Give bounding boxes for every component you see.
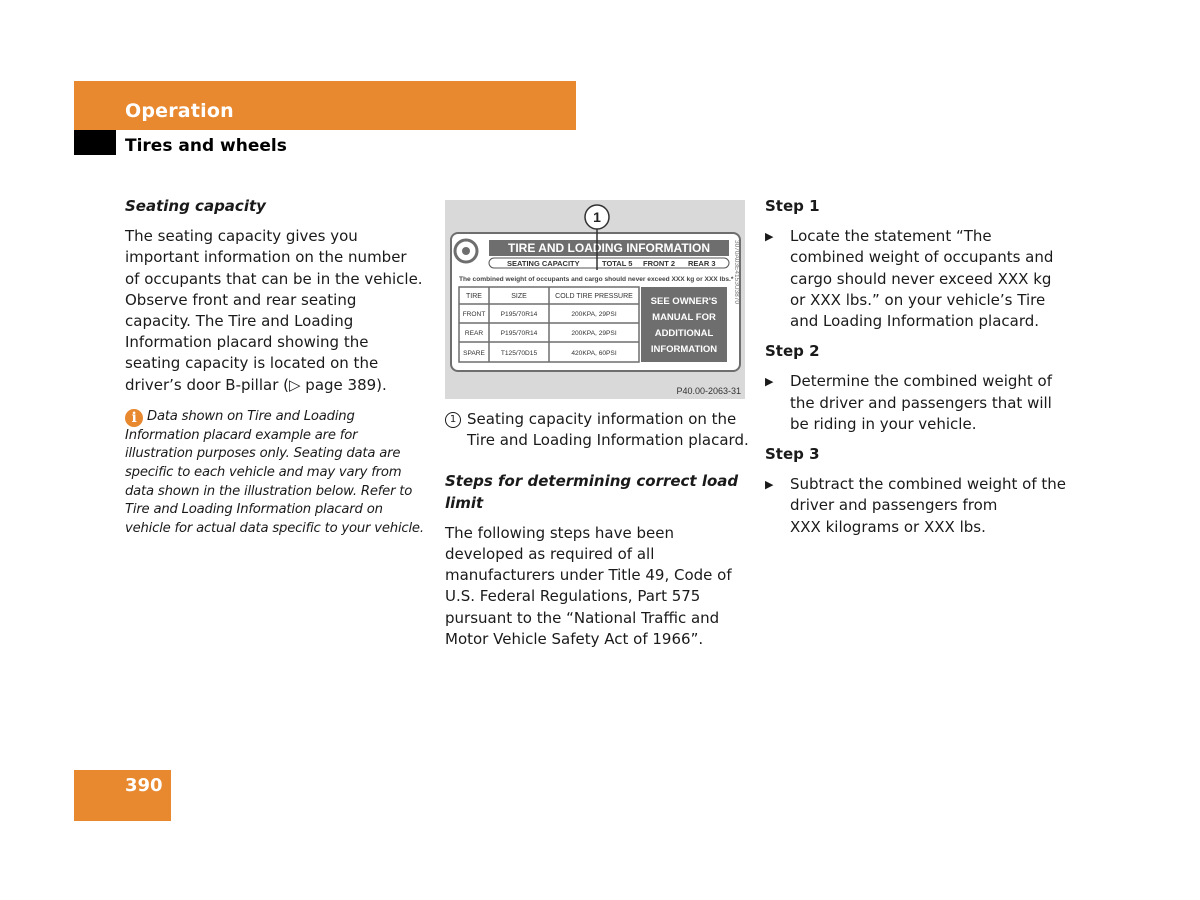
subsection-title: Tires and wheels bbox=[125, 136, 287, 156]
placard-illustration bbox=[445, 200, 745, 399]
placard-figure bbox=[445, 200, 745, 399]
table-header: TIRE bbox=[466, 293, 482, 300]
pressure-table bbox=[459, 287, 639, 362]
step-text: Determine the combined weight of the driver and passengers that will be riding in your vehicle. bbox=[790, 372, 1053, 433]
step-title: Step 2 bbox=[765, 342, 820, 361]
table-cell: FRONT bbox=[462, 311, 486, 318]
see-owner-line: SEE OWNER'S bbox=[650, 296, 718, 307]
seating-total: TOTAL 5 bbox=[602, 259, 633, 268]
step-item bbox=[765, 474, 1070, 538]
see-owner-line: ADDITIONAL bbox=[654, 328, 714, 339]
step-title: Step 1 bbox=[765, 197, 820, 215]
page-number: 390 bbox=[125, 775, 163, 796]
table-cell: 200KPA, 29PSI bbox=[571, 330, 617, 337]
section-title: Operation bbox=[125, 100, 234, 122]
placard-side-code: 3070A03E4153U3870 bbox=[733, 240, 740, 304]
table-cell: 420KPA, 60PSI bbox=[571, 350, 617, 357]
column-middle bbox=[445, 200, 750, 660]
load-limit-heading: Steps for determining correct load limit bbox=[445, 472, 739, 512]
load-limit-paragraph: The following steps have been developed as required of all manufacturers under Title 49, Code of U.S. Federal Regulations, Part 575 pursuant to the “National Traffic and Motor Vehicle Safety Act of 1966”. bbox=[445, 523, 732, 648]
tire-hub bbox=[462, 247, 470, 255]
table-cell: 200KPA, 29PSI bbox=[571, 311, 617, 318]
placard-statement: The combined weight of occupants and cargo should never exceed XXX kg or XXX lbs.* bbox=[459, 276, 734, 283]
seating-capacity-paragraph: The seating capacity gives you important information on the number of occupants that can be in the vehicle. Observe front and rear seating capacity. The Tire and Loading Information placard showing the seating capacity is located on the driver’s door B-pillar (▷ page 389). bbox=[125, 227, 423, 394]
see-owner-line: INFORMATION bbox=[650, 344, 718, 355]
table-cell: P195/70R14 bbox=[500, 311, 538, 318]
step-text: Locate the statement “The combined weight of occupants and cargo should never exceed XXX kg or XXX lbs.” on your vehicle’s Tire and Loading Information placard. bbox=[790, 227, 1054, 331]
figure-caption bbox=[445, 409, 750, 451]
column-left bbox=[125, 196, 425, 538]
step-title: Step 3 bbox=[765, 445, 820, 464]
info-icon: i bbox=[125, 409, 143, 427]
step-item bbox=[765, 371, 1070, 435]
seating-rear: REAR 3 bbox=[688, 259, 716, 268]
table-cell: REAR bbox=[464, 330, 484, 337]
info-note-text: Data shown on Tire and Loading Information placard example are for illustration purposes only. Seating data are specific to each vehicle and may vary from data shown in the illustration below. Refer to Tire and Loading Information placard on vehicle for actual data specific to your vehicle. bbox=[125, 408, 424, 536]
bullet-triangle-icon: ▶ bbox=[765, 478, 774, 492]
seating-front: FRONT 2 bbox=[643, 259, 676, 268]
table-header: COLD TIRE PRESSURE bbox=[555, 293, 633, 300]
bullet-triangle-icon: ▶ bbox=[765, 230, 774, 244]
callout-number: 1 bbox=[593, 209, 601, 225]
bullet-triangle-icon: ▶ bbox=[765, 375, 774, 389]
image-code: P40.00-2063-31 bbox=[676, 386, 741, 396]
caption-text: Seating capacity information on the Tire and Loading Information placard. bbox=[467, 410, 749, 450]
column-right bbox=[765, 196, 1070, 547]
placard-title: TIRE AND LOADING INFORMATION bbox=[508, 241, 710, 255]
see-owner-line: MANUAL FOR bbox=[652, 312, 716, 323]
table-cell: T125/70D15 bbox=[500, 350, 538, 357]
header-marker bbox=[74, 130, 116, 155]
seating-capacity-heading: Seating capacity bbox=[125, 197, 266, 215]
table-cell: P195/70R14 bbox=[500, 330, 538, 337]
table-header: SIZE bbox=[511, 293, 527, 300]
info-note bbox=[125, 408, 425, 539]
seating-label: SEATING CAPACITY bbox=[507, 259, 580, 268]
table-cell: SPARE bbox=[463, 350, 485, 357]
caption-number: 1 bbox=[445, 412, 461, 428]
step-item bbox=[765, 226, 1070, 332]
step-text: Subtract the combined weight of the driver and passengers from XXX kilograms or XXX lbs. bbox=[790, 475, 1067, 536]
